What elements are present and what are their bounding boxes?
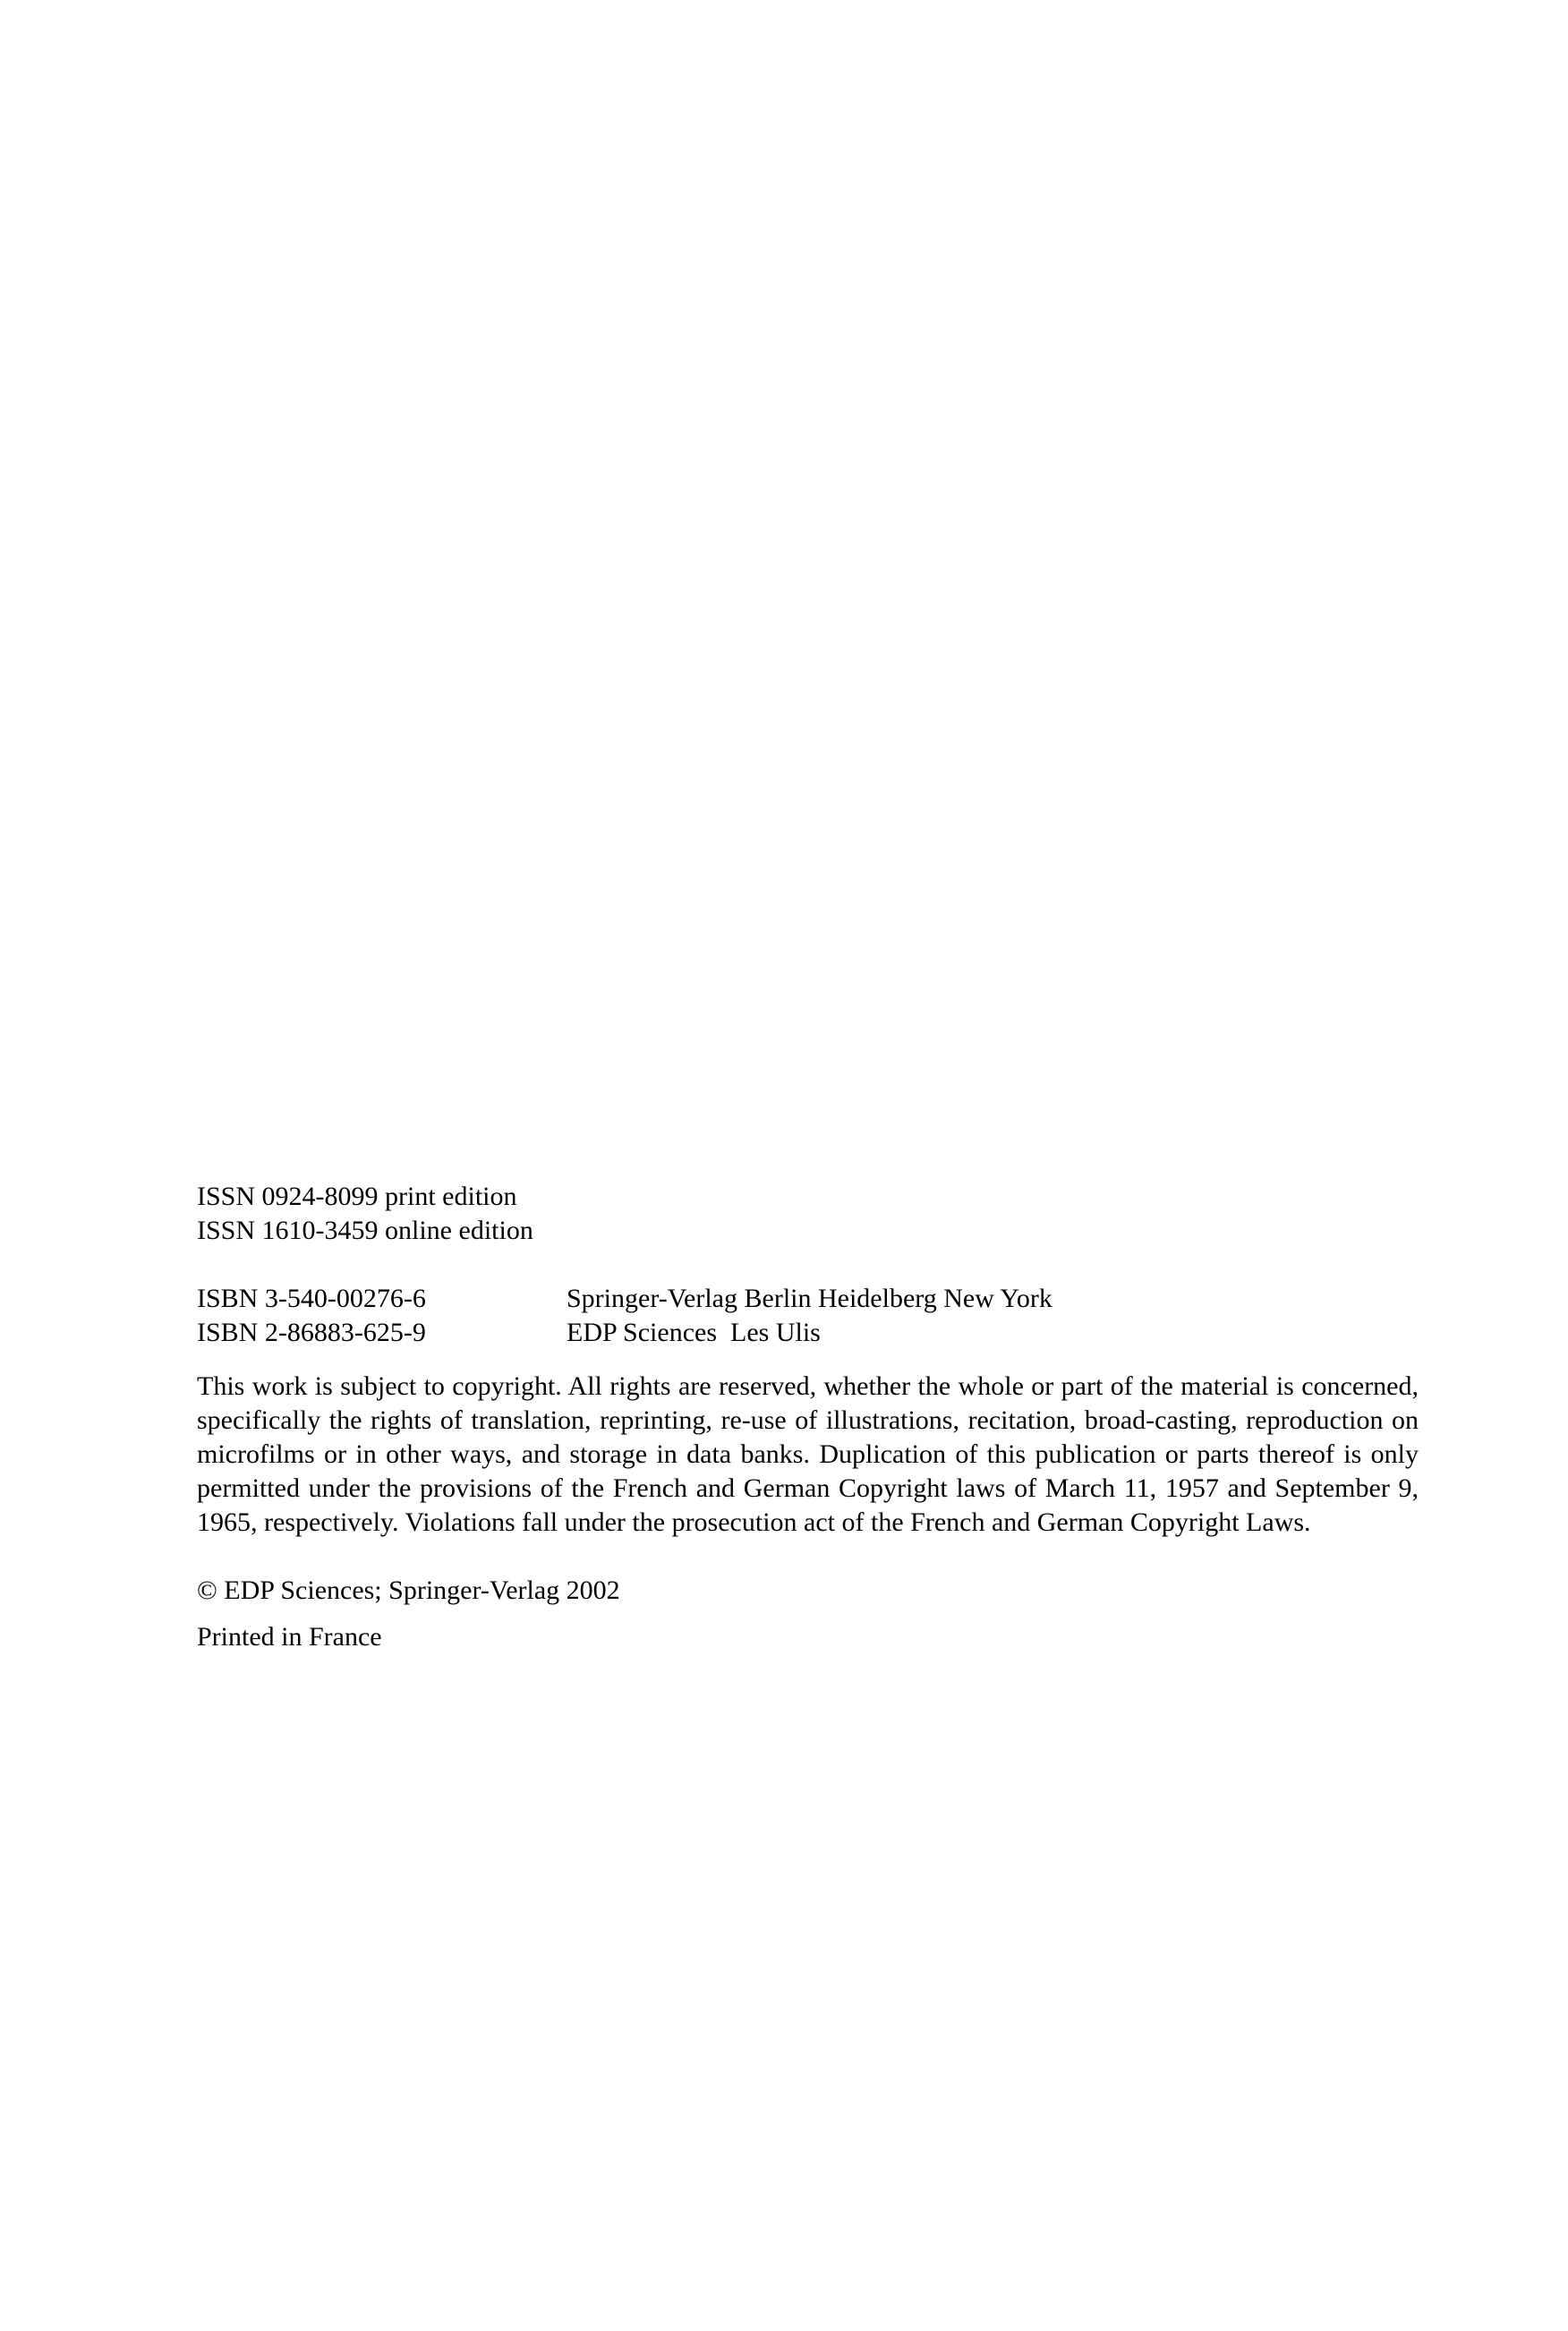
copyright-notice: This work is subject to copyright. All rights are reserved, whether the whole or part of the material is concerned, specifically the rights of translation, reprinting, re-use of illustrations, recitation, broad-casting, reproduction on microfilms or in other ways, and storage in data banks. Duplication of this publication or parts thereof is only permitted under the provisions of the French and German Copyright laws of March 11, 1957 and September 9, 1965, respectively. Violations fall under the prosecution act of the French and German Copyright Laws. [197,1371,1419,1537]
printed-in: Printed in France [197,1622,382,1652]
isbn-row [197,1316,1419,1350]
isbn-publisher: EDP Sciences Les Ulis [567,1318,821,1347]
issn-online: ISSN 1610-3459 online edition [197,1216,533,1245]
isbn-row [197,1282,1419,1316]
issn-group [197,1180,1419,1248]
copyright-line: © EDP Sciences; Springer-Verlag 2002 [197,1575,620,1605]
isbn-number: ISBN 3-540-00276-6 [197,1284,426,1313]
isbn-number: ISBN 2-86883-625-9 [197,1318,426,1347]
imprint-block [197,1180,1419,1654]
isbn-publisher: Springer-Verlag Berlin Heidelberg New York [567,1284,1052,1313]
issn-print: ISSN 0924-8099 print edition [197,1182,517,1211]
isbn-group [197,1282,1419,1350]
